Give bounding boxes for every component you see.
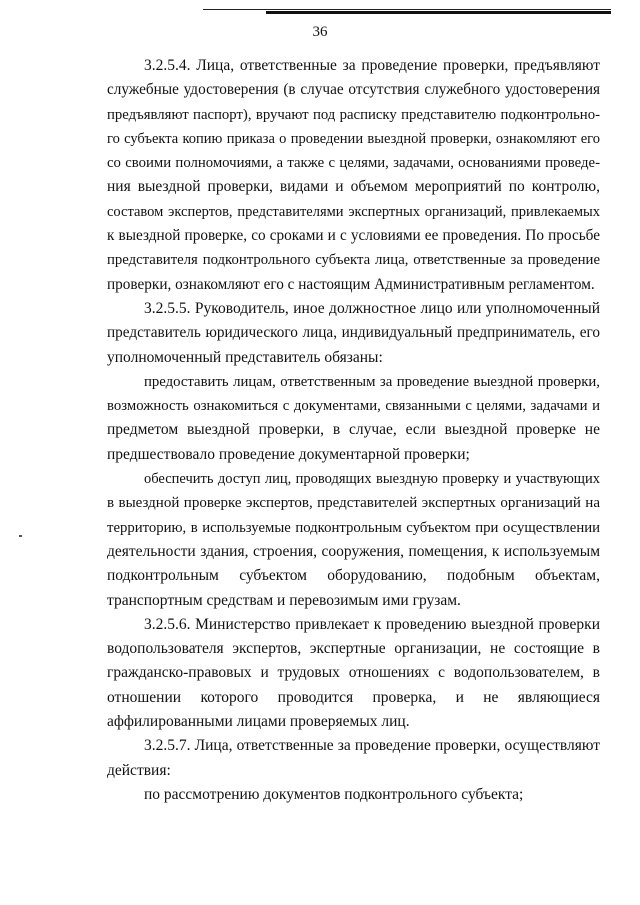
text-line: транспортным средствам и перевозимым ими грузам. <box>107 591 461 609</box>
text-line: уполномоченный представитель обязаны: <box>107 348 383 366</box>
text-line: водопользователя экспертов, экспертные организации, не состоящие в <box>107 640 600 658</box>
text-line: 3.2.5.5. Руководитель, иное должностное лицо или уполномоченный <box>144 299 600 317</box>
text-line: гражданско-правовых и трудовых отношениях с водопользователем, в <box>107 664 600 682</box>
text-line: ния выездной проверки, видами и объемом мероприятий по контролю, <box>107 178 600 196</box>
text-line: подконтрольным субъектом оборудованию, подобным объектам, <box>107 567 600 585</box>
paragraph <box>107 370 600 467</box>
paragraph <box>107 783 600 807</box>
text-line: к выездной проверке, со сроками и с условиями ее проведения. По просьбе <box>107 227 600 245</box>
text-line: служебные удостоверения (в случае отсутствия служебного удостоверения <box>107 81 600 99</box>
text-line: территорию, в используемые подконтрольным субъектом при осуществлении <box>107 519 600 536</box>
text-line: составом экспертов, представителями экспертных организаций, привлекаемых <box>107 203 600 220</box>
text-line: 3.2.5.6. Министерство привлекает к проведению выездной проверки <box>144 615 600 633</box>
page-number: 36 <box>312 24 328 40</box>
margin-mark <box>19 535 22 537</box>
text-line: предоставить лицам, ответственным за проведение выездной проверки, <box>144 373 600 390</box>
paragraph <box>107 54 600 297</box>
text-line: возможность ознакомиться с документами, связанными с целями, задачами и <box>107 398 600 415</box>
paragraph <box>107 613 600 734</box>
text-line: деятельности здания, строения, сооружения, помещения, к используемым <box>107 542 600 560</box>
text-line: по рассмотрению документов подконтрольного субъекта; <box>144 785 524 803</box>
header-rule-thin <box>203 9 611 10</box>
paragraph <box>107 734 600 783</box>
text-line: 3.2.5.7. Лица, ответственные за проведение проверки, осуществляют <box>144 737 600 755</box>
document-body <box>107 54 600 807</box>
text-line: предшествовало проведение документарной проверки; <box>107 445 470 463</box>
header-rule-thick <box>266 11 611 14</box>
text-line: обеспечить доступ лиц, проводящих выездную проверку и участвующих <box>144 471 600 488</box>
text-line: аффилированными лицами проверяемых лиц. <box>107 713 410 731</box>
text-line: 3.2.5.4. Лица, ответственные за проведение проверки, предъявляют <box>144 57 600 74</box>
text-line: представителя подконтрольного субъекта лица, ответственные за проведение <box>107 252 600 269</box>
text-line: го субъекта копию приказа о проведении выездной проверки, ознакомляют его <box>107 130 600 147</box>
text-line: со своими полномочиями, а также с целями, задачами, основаниями проведе- <box>107 155 600 172</box>
text-line: действия: <box>107 761 171 779</box>
text-line: проверки, ознакомляют его с настоящим Административным регламентом. <box>107 275 595 293</box>
paragraph <box>107 467 600 613</box>
text-line: в выездной проверке экспертов, представителей экспертных организаций на <box>107 495 600 512</box>
text-line: предметом выездной проверки, в случае, если выездной проверке не <box>107 421 600 439</box>
text-line: предъявляют паспорт), вручают под расписку представителю подконтрольно- <box>107 106 600 123</box>
text-line: представитель юридического лица, индивидуальный предприниматель, его <box>107 324 600 342</box>
paragraph <box>107 297 600 370</box>
text-line: отношении которого проводится проверка, и не являющиеся <box>107 688 600 706</box>
